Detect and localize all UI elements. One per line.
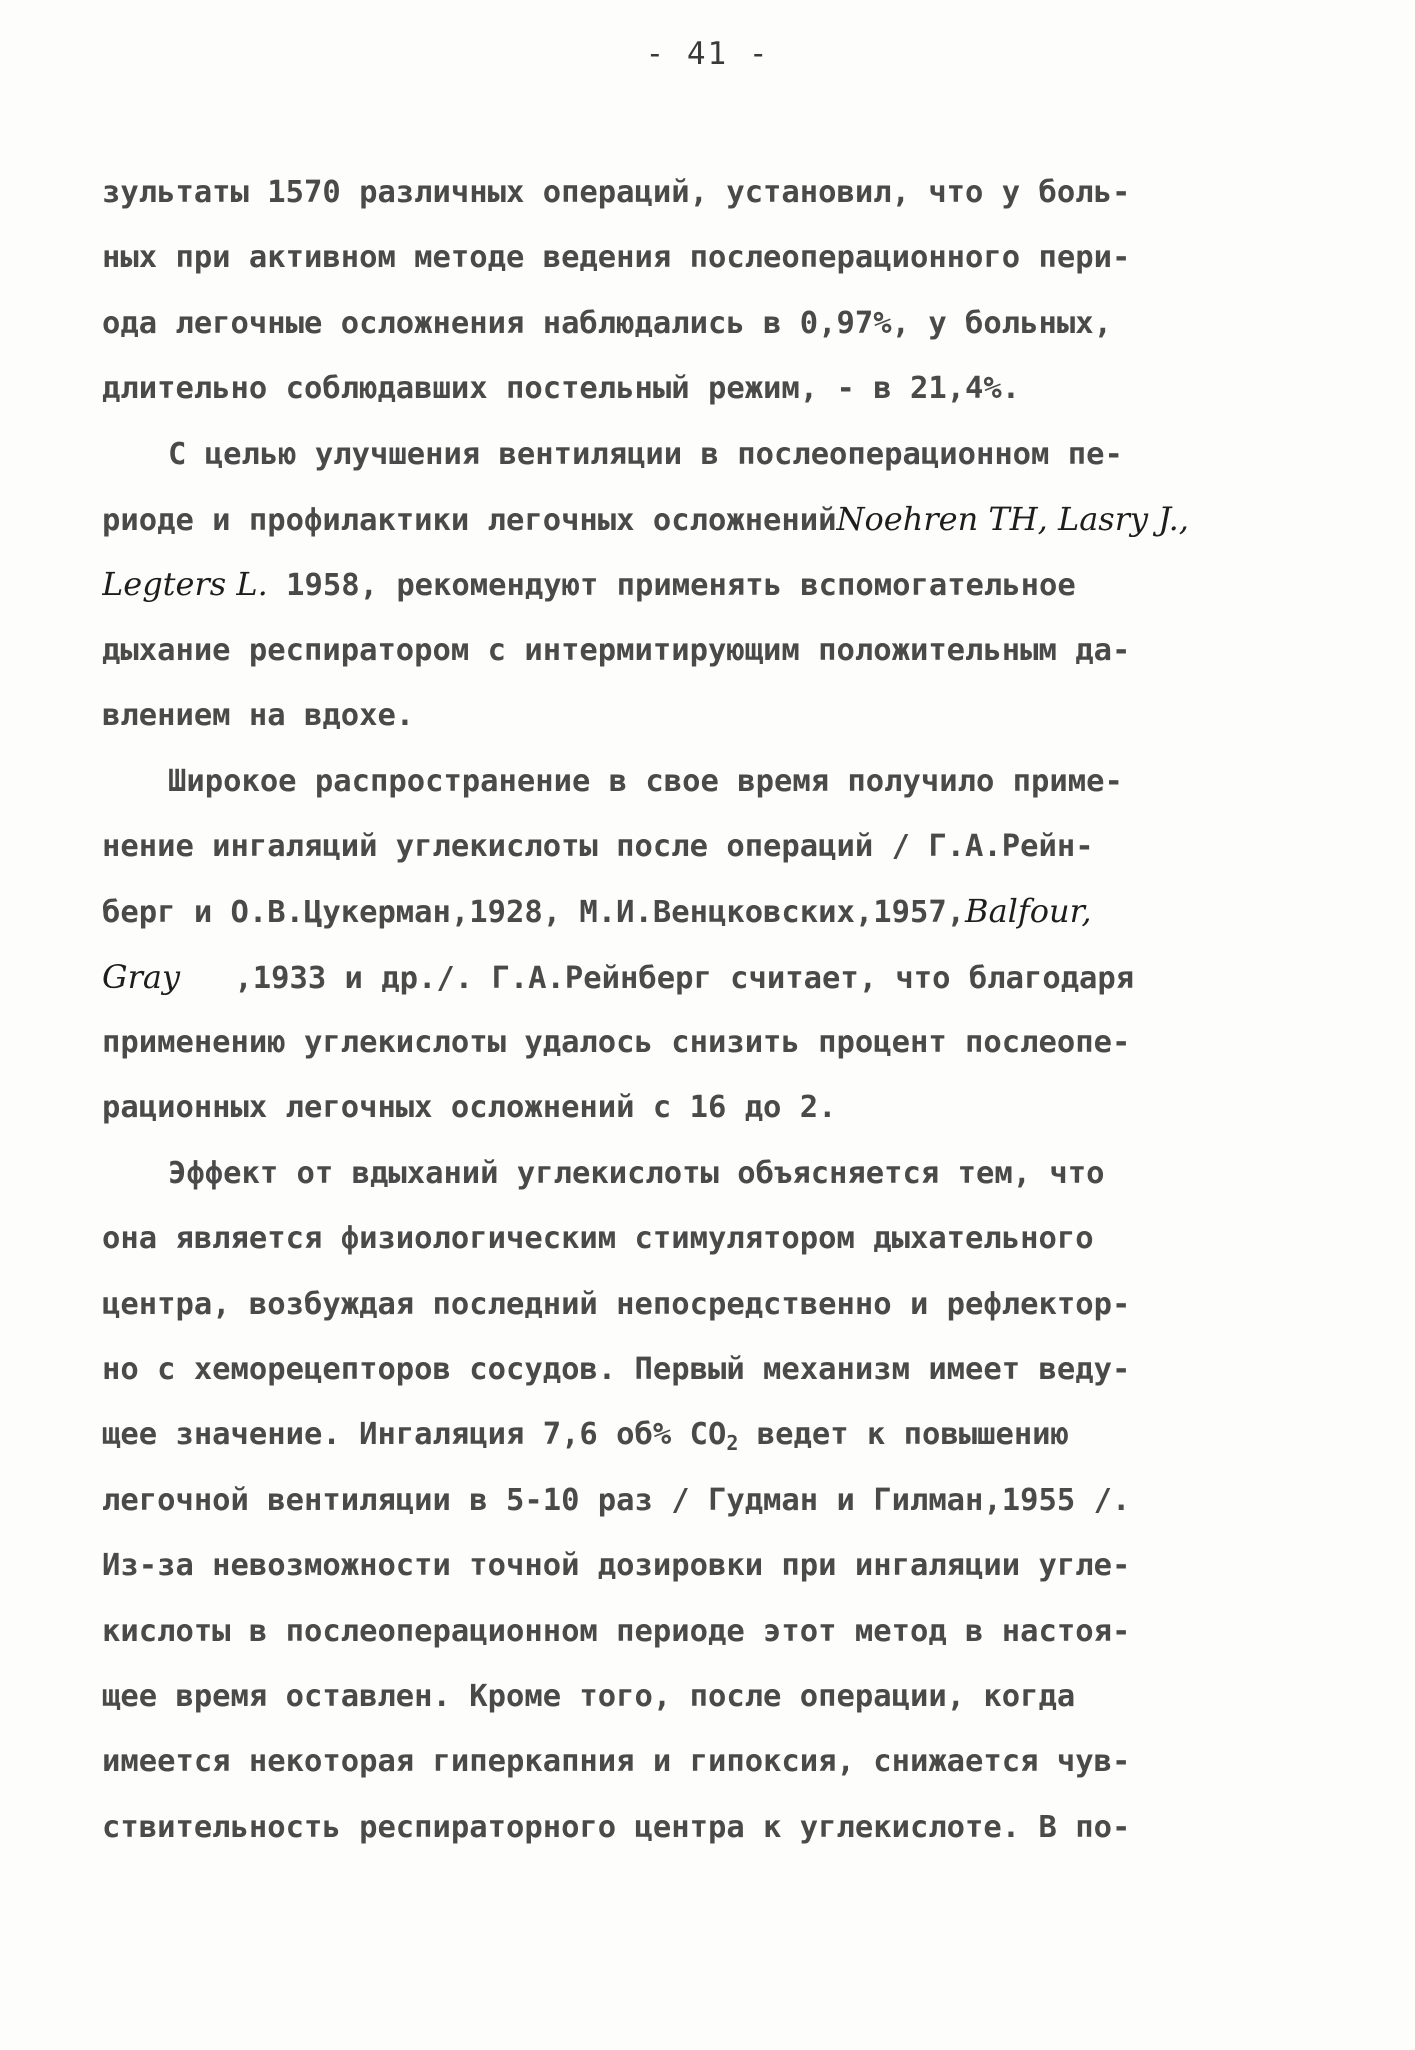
text-line: Эффект от вдыханий углекислоты объясняется тем, что — [168, 1155, 1105, 1191]
text-line: она является физиологическим стимулятором дыхательного — [102, 1221, 1094, 1257]
text-line: кислоты в послеоперационном периоде этот метод в настоя- — [102, 1613, 1131, 1649]
text-line — [102, 552, 1322, 617]
text-line: ствительность респираторного центра к углекислоте. В по- — [102, 1809, 1131, 1845]
text-segment: ведет к повышению — [738, 1417, 1069, 1453]
text-segment: ,1933 и др./. Г.А.Рейнберг считает, что благодаря — [216, 960, 1135, 996]
handwritten-citation: Noehren TH, Lasry J., — [836, 499, 1189, 538]
text-line: Из-за невозможности точной дозировки при ингаляции угле- — [102, 1548, 1131, 1584]
subscript: 2 — [726, 1431, 739, 1456]
text-line — [102, 945, 1322, 1010]
handwritten-citation: Legters L. — [102, 565, 268, 604]
text-line: С целью улучшения вентиляции в послеоперационном пе- — [168, 436, 1123, 472]
text-line: ных при активном методе ведения послеоперационного пери- — [102, 240, 1131, 276]
text-line: применению углекислоты удалось снизить процент послеопе- — [102, 1025, 1131, 1061]
text-line: Широкое распространение в свое время получило приме- — [168, 763, 1123, 799]
document-body — [102, 160, 1322, 1860]
text-line: длительно соблюдавших постельный режим, - в 21,4%. — [102, 371, 1021, 407]
text-segment: 1958, рекомендуют применять вспомогательное — [267, 568, 1076, 604]
text-segment: риоде и профилактики легочных осложнений — [102, 502, 837, 538]
text-line: имеется некоторая гиперкапния и гипоксия, снижается чув- — [102, 1744, 1131, 1780]
text-line: ода легочные осложнения наблюдались в 0,97%, у больных, — [102, 305, 1112, 341]
text-line: рационных легочных осложнений с 16 до 2. — [102, 1090, 837, 1126]
text-line: зультаты 1570 различных операций, установил, что у боль- — [102, 175, 1131, 210]
page-number: - 41 - — [645, 36, 770, 72]
handwritten-citation: Balfour, — [965, 892, 1092, 931]
text-line: но с хеморецепторов сосудов. Первый механизм имеет веду- — [102, 1352, 1131, 1388]
text-line — [102, 487, 1322, 552]
text-segment: берг и О.В.Цукерман,1928, М.И.Венцковских,1957, — [102, 895, 966, 931]
text-line: дыхание респиратором с интермитирующим положительным да- — [102, 632, 1131, 668]
text-line: центра, возбуждая последний непосредственно и рефлектор- — [102, 1286, 1131, 1322]
text-line: влением на вдохе. — [102, 698, 415, 734]
text-line — [102, 1402, 1322, 1467]
text-line: щее время оставлен. Кроме того, после операции, когда — [102, 1678, 1076, 1714]
text-line: нение ингаляций углекислоты после операций / Г.А.Рейн- — [102, 828, 1094, 864]
text-line: легочной вентиляции в 5-10 раз / Гудман и Гилман,1955 /. — [102, 1482, 1131, 1518]
text-segment: щее значение. Ингаляция 7,6 об% CO — [102, 1417, 727, 1453]
text-line — [102, 879, 1322, 944]
handwritten-citation: Gray — [102, 957, 181, 996]
